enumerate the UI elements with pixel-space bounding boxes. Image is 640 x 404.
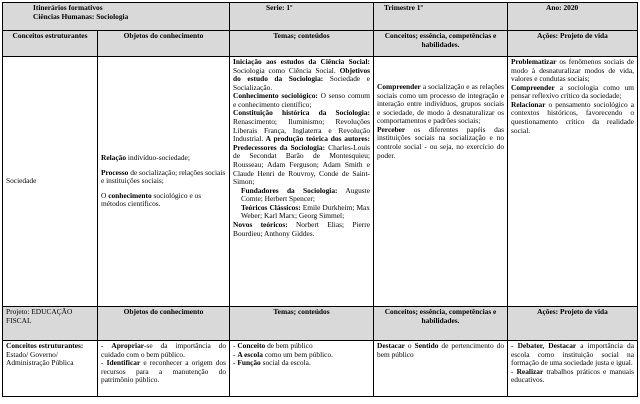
action-text: a sociologia como um pensar reflexivo crítico da sociedade; — [511, 82, 635, 101]
themes2-cell — [230, 341, 374, 397]
theme-text: Norbert Elias; Pierre Bourdieu; Anthony Giddes. — [233, 219, 371, 238]
action2-text: a importância da escola como instituição social na formação de uma sociedade justa e igual. — [511, 341, 635, 368]
project-label: Projeto: EDUCAÇÃO FISCAL — [6, 307, 73, 325]
competence-bold: Compreender — [377, 82, 421, 91]
action2-item — [511, 342, 634, 368]
theme-bold: Constituição histórica da Sociologia: — [233, 108, 371, 118]
competence2-item — [377, 342, 504, 359]
object-item — [101, 192, 226, 209]
col-conceitos: Conceitos estruturantes — [3, 31, 98, 57]
theme-paragraph — [233, 221, 370, 238]
theme-text: O senso comum e conhecimento científico; — [233, 91, 371, 109]
action-item — [511, 58, 634, 84]
action-text: os fenômenos sociais de modo à desnaturalizar modos de vida, valores e condutas sociais; — [511, 57, 635, 84]
competence-text: a socialização e as relações sociais como um processo de integração e interação entre indivíduos, grupos sociais e sociedade, de modo à desnaturalizar os comportamentos e padrões sociais; — [377, 82, 505, 126]
object-text: de socialização; relações sociais e instituições sociais; — [101, 167, 226, 186]
theme2-prefix: - — [233, 341, 238, 350]
action2-prefix: - — [511, 341, 518, 350]
action-item — [511, 84, 634, 101]
theme2-prefix: - — [233, 358, 238, 368]
objects2-cell — [98, 341, 230, 397]
theme-paragraph — [233, 187, 370, 204]
project-cell — [3, 307, 98, 341]
action2-bold: Debater, Destacar — [517, 341, 577, 350]
theme-paragraph — [233, 92, 370, 109]
col-objetos: Objetos do conhecimento — [98, 31, 230, 57]
actions-cell — [508, 57, 638, 307]
object2-item — [101, 342, 226, 359]
sociedade-row — [3, 57, 638, 307]
educacao-fiscal-row — [3, 341, 638, 397]
theme2-bold: A escola — [237, 349, 263, 359]
object2-item — [101, 359, 226, 385]
object-item — [101, 154, 226, 163]
theme-text: Emile Durkheim; Max Weber; Karl Marx; Georg Simmel; — [241, 202, 371, 221]
col-acoes: Ações: Projeto de vida — [508, 31, 638, 57]
objects-cell — [98, 57, 230, 307]
theme-text: Charles-Louis de Secondat Barão de Montesquieu; Rousseau; Adam Ferguson; Adam Smith e Claude Henri de Rouvroy, Conde de Saint-Simon; — [233, 142, 371, 187]
concept2-text: Estado/ Governo/ Administração Pública — [6, 349, 74, 368]
competence-item — [377, 83, 504, 126]
object-bold: conhecimento — [108, 190, 152, 200]
theme2-text: como um bem público. — [263, 349, 333, 359]
theme2-prefix: - — [233, 349, 238, 359]
theme-bold: Teóricos Clássicos: — [241, 202, 301, 212]
header-trimestre-cell — [374, 3, 508, 31]
theme2-bold: Função — [237, 358, 261, 368]
header-trimestre: Trimestre 1º — [384, 3, 423, 12]
object-bold: Processo — [101, 167, 129, 177]
theme-text: Sociologia como Ciência Social. — [233, 65, 336, 75]
theme-bold: Fundadores da Sociologia: — [241, 185, 338, 195]
concept-sociedade: Sociedade — [6, 176, 37, 186]
competence-text: os diferentes papéis das instituições sociais na socialização e no controle social - ou seja, no exercício do poder. — [377, 124, 505, 160]
theme2-text: de bem público — [265, 341, 313, 350]
action-item — [511, 101, 634, 135]
col2-competencias: Conceitos; essência, competências e habilidades. — [374, 307, 508, 341]
header-title-cell — [3, 3, 230, 31]
competence2-bold: Destacar — [377, 341, 405, 350]
competence-item — [377, 126, 504, 160]
header-serie: Serie: 1º — [266, 3, 293, 12]
action2-bold: Realizar — [516, 366, 544, 376]
theme-paragraph — [233, 204, 370, 221]
header-ano: Ano: 2020 — [546, 3, 579, 12]
theme2-bold: Conceito — [237, 341, 266, 350]
object2-text: -se da importância do cuidado com o bem público. — [101, 341, 227, 359]
header-title-line1: Itinerários formativos — [33, 3, 103, 12]
header-serie-cell — [230, 3, 374, 31]
object2-prefix: - — [101, 341, 112, 350]
theme-bold: Conhecimento sociológico: — [233, 91, 318, 101]
theme2-text: social da escola. — [260, 358, 311, 368]
action-text: o pensamento sociológico a contextos históricos, favorecendo o questionamento crítico da realidade social. — [511, 99, 635, 135]
action-bold: Relacionar — [511, 99, 546, 109]
action-bold: Problematizar — [511, 57, 557, 66]
theme-bold: Objetivos do estudo da Sociologia: — [233, 65, 371, 84]
header-ano-cell — [508, 3, 638, 31]
action2-item — [511, 368, 634, 385]
object-bold: Relação — [101, 153, 127, 163]
col-competencias: Conceitos; essência, competências e habilidades. — [374, 31, 508, 57]
theme-paragraph — [233, 109, 370, 186]
themes-cell — [230, 57, 374, 307]
theme-paragraph — [233, 58, 370, 92]
actions2-cell — [508, 341, 638, 397]
competences-cell — [374, 57, 508, 307]
competences2-cell — [374, 341, 508, 397]
col2-temas: Temas; conteúdos — [230, 307, 374, 341]
action-bold: Compreender — [511, 82, 555, 92]
theme-bold: A produção teórica dos autores: Predecessores da Sociologia: — [233, 134, 371, 152]
theme-text: Auguste Comte; Herbert Spencer; — [241, 185, 371, 204]
theme-bold: Iniciação aos estudos da Ciência Social: — [233, 57, 371, 66]
object2-bold: Apropriar — [111, 341, 145, 350]
theme2-item — [233, 359, 370, 368]
competence-bold: Perceber — [377, 124, 406, 134]
header-title-line2: Ciências Humanas: Sociologia — [33, 11, 129, 21]
theme-bold: Novos teóricos: — [233, 219, 288, 229]
object-prefix: O — [101, 190, 109, 200]
object2-bold: Identificar — [106, 358, 141, 368]
object2-prefix: - — [101, 358, 107, 368]
theme-text: Renascimento; Iluminismo; Revoluções Liberais França, Inglaterra e Revolução Industrial. — [233, 117, 371, 144]
action2-prefix: - — [511, 366, 517, 376]
action2-text: trabalhos práticos e manuais educativos. — [511, 366, 635, 385]
col2-acoes: Ações: Projeto de vida — [508, 307, 638, 341]
col2-objetos: Objetos do conhecimento — [98, 307, 230, 341]
concept-cell — [3, 57, 98, 307]
object-text: indivíduo-sociedade; — [126, 153, 190, 163]
header-row — [3, 3, 638, 31]
concept2-cell — [3, 341, 98, 397]
theme-text: Sociedade e Socialização. — [233, 74, 370, 92]
curriculum-table — [2, 2, 638, 397]
competence2-bold2: Sentido — [414, 341, 439, 350]
col-temas: Temas; conteúdos — [230, 31, 374, 57]
object2-text: e reconhecer a origem dos recursos para a manutenção do patrimônio público. — [101, 358, 227, 385]
competence2-mid: o — [404, 341, 415, 350]
competence2-text: de pertencimento do bem público — [377, 341, 505, 359]
object-text: sociológico e os métodos científicos. — [101, 190, 202, 209]
project-header-row — [3, 307, 638, 341]
object-item — [101, 169, 226, 186]
column-header-row — [3, 31, 638, 57]
concept2-bold: Conceitos estruturantes: — [6, 341, 84, 350]
